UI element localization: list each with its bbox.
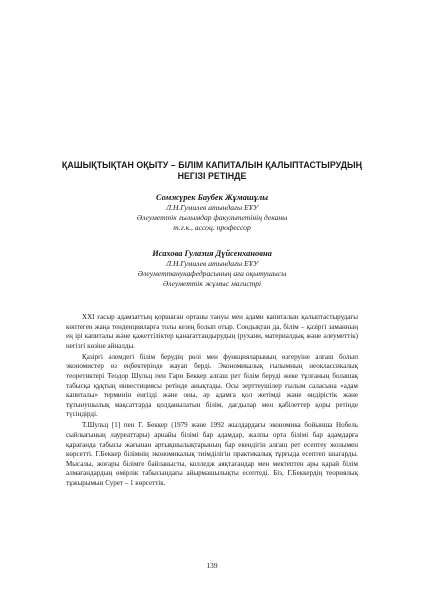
page-number: 139 <box>206 561 218 570</box>
author-degree: Әлеуметтік жұмыс магистрі <box>162 279 262 288</box>
body-paragraph: Т.Шульц [1] пен Г. Беккер (1979 және 1992 жылдардағы экономика бойынша Нобель сыйлығының лауреаттары) арнайы білімі бар адамдар, жалпы орта білімі бар адамдарға қарағанда табысы жағынан артықшылықтарының бар екендігін алғаш рет есептеу жолымен көрсетті. Г.Беккер білімнің экономикалық тиімділігін практикалық тұрғыда есептеп шығарды. Мысалы, жоғары білімге байланысты, колледж аяқтағандар мен мектептен ары қарай білім алмағандардың өмірлік табысындағы айырмашылықты есептеді. Біз, Г.Беккердің теориялық тұжырымын Сурет – 1 көрсеттік. <box>66 421 358 487</box>
author-block-2 <box>40 249 384 289</box>
article-title <box>40 160 384 182</box>
article-title-line-2: НЕГІЗІ РЕТІНДЕ <box>177 171 247 181</box>
author-affiliation: Л.Н.Гумилев атындағы ЕҰУ <box>165 259 259 268</box>
author-position: Әлеуметтік ғылымдар факультетінің деканы <box>136 213 288 222</box>
body-paragraph: Қазіргі әлемдегі білім берудің рөлі мен функцияларының өзгеруіне алғаш болып экономистер өз еңбектерінде жауап берді. Экономикалық ғылымның неоклассикалық теоретиктері Теодор Шульц пен Гари Беккер алғаш рет білім беруді жеке тұлғаның болашақ табысқа құқтың инвестициясы ретінде анықтады. Осы зерттеушілер ғылым саласына «адам капиталы» терминін енгізді және оны, әр адамға қол жетімді және өндірістік және тұтынушылық мақсаттарда қолданылатын білім, дағдылар мен қабілеттер қоры ретінде түсіндірді. <box>66 352 358 419</box>
body-paragraph: XXI ғасыр адамзаттың қоршаған ортаны тануы мен адами капиталын қалыптастырудағы көптеген жаңа тенденцияларға толы кезең болып отыр. Сондықтан да, білім – қазіргі заманның ең ірі капиталы және қажеттіліктер қанағаттандырудың (рухани, материалдық және әлеуметтік) негізгі көзіне айналды. <box>66 313 358 350</box>
author-block-1 <box>40 193 384 233</box>
author-affiliation: Л.Н.Гумилев атындағы ЕҰУ <box>165 203 259 212</box>
author-position: Әлеуметтанукафедрасының аға оқытушысы <box>137 269 287 278</box>
article-body <box>66 313 358 490</box>
author-degree: т.ғ.к., ассоц. профессор <box>173 223 251 232</box>
author-name: Сомжүрек Баубек Жұмашұлы <box>155 193 269 202</box>
article-title-line-1: ҚАШЫҚТЫҚТАН ОҚЫТУ – БІЛІМ КАПИТАЛЫН ҚАЛЫПТАСТЫРУДЫҢ <box>61 160 363 170</box>
author-name: Исахова Гулазия Дүйсенхановна <box>152 249 272 258</box>
